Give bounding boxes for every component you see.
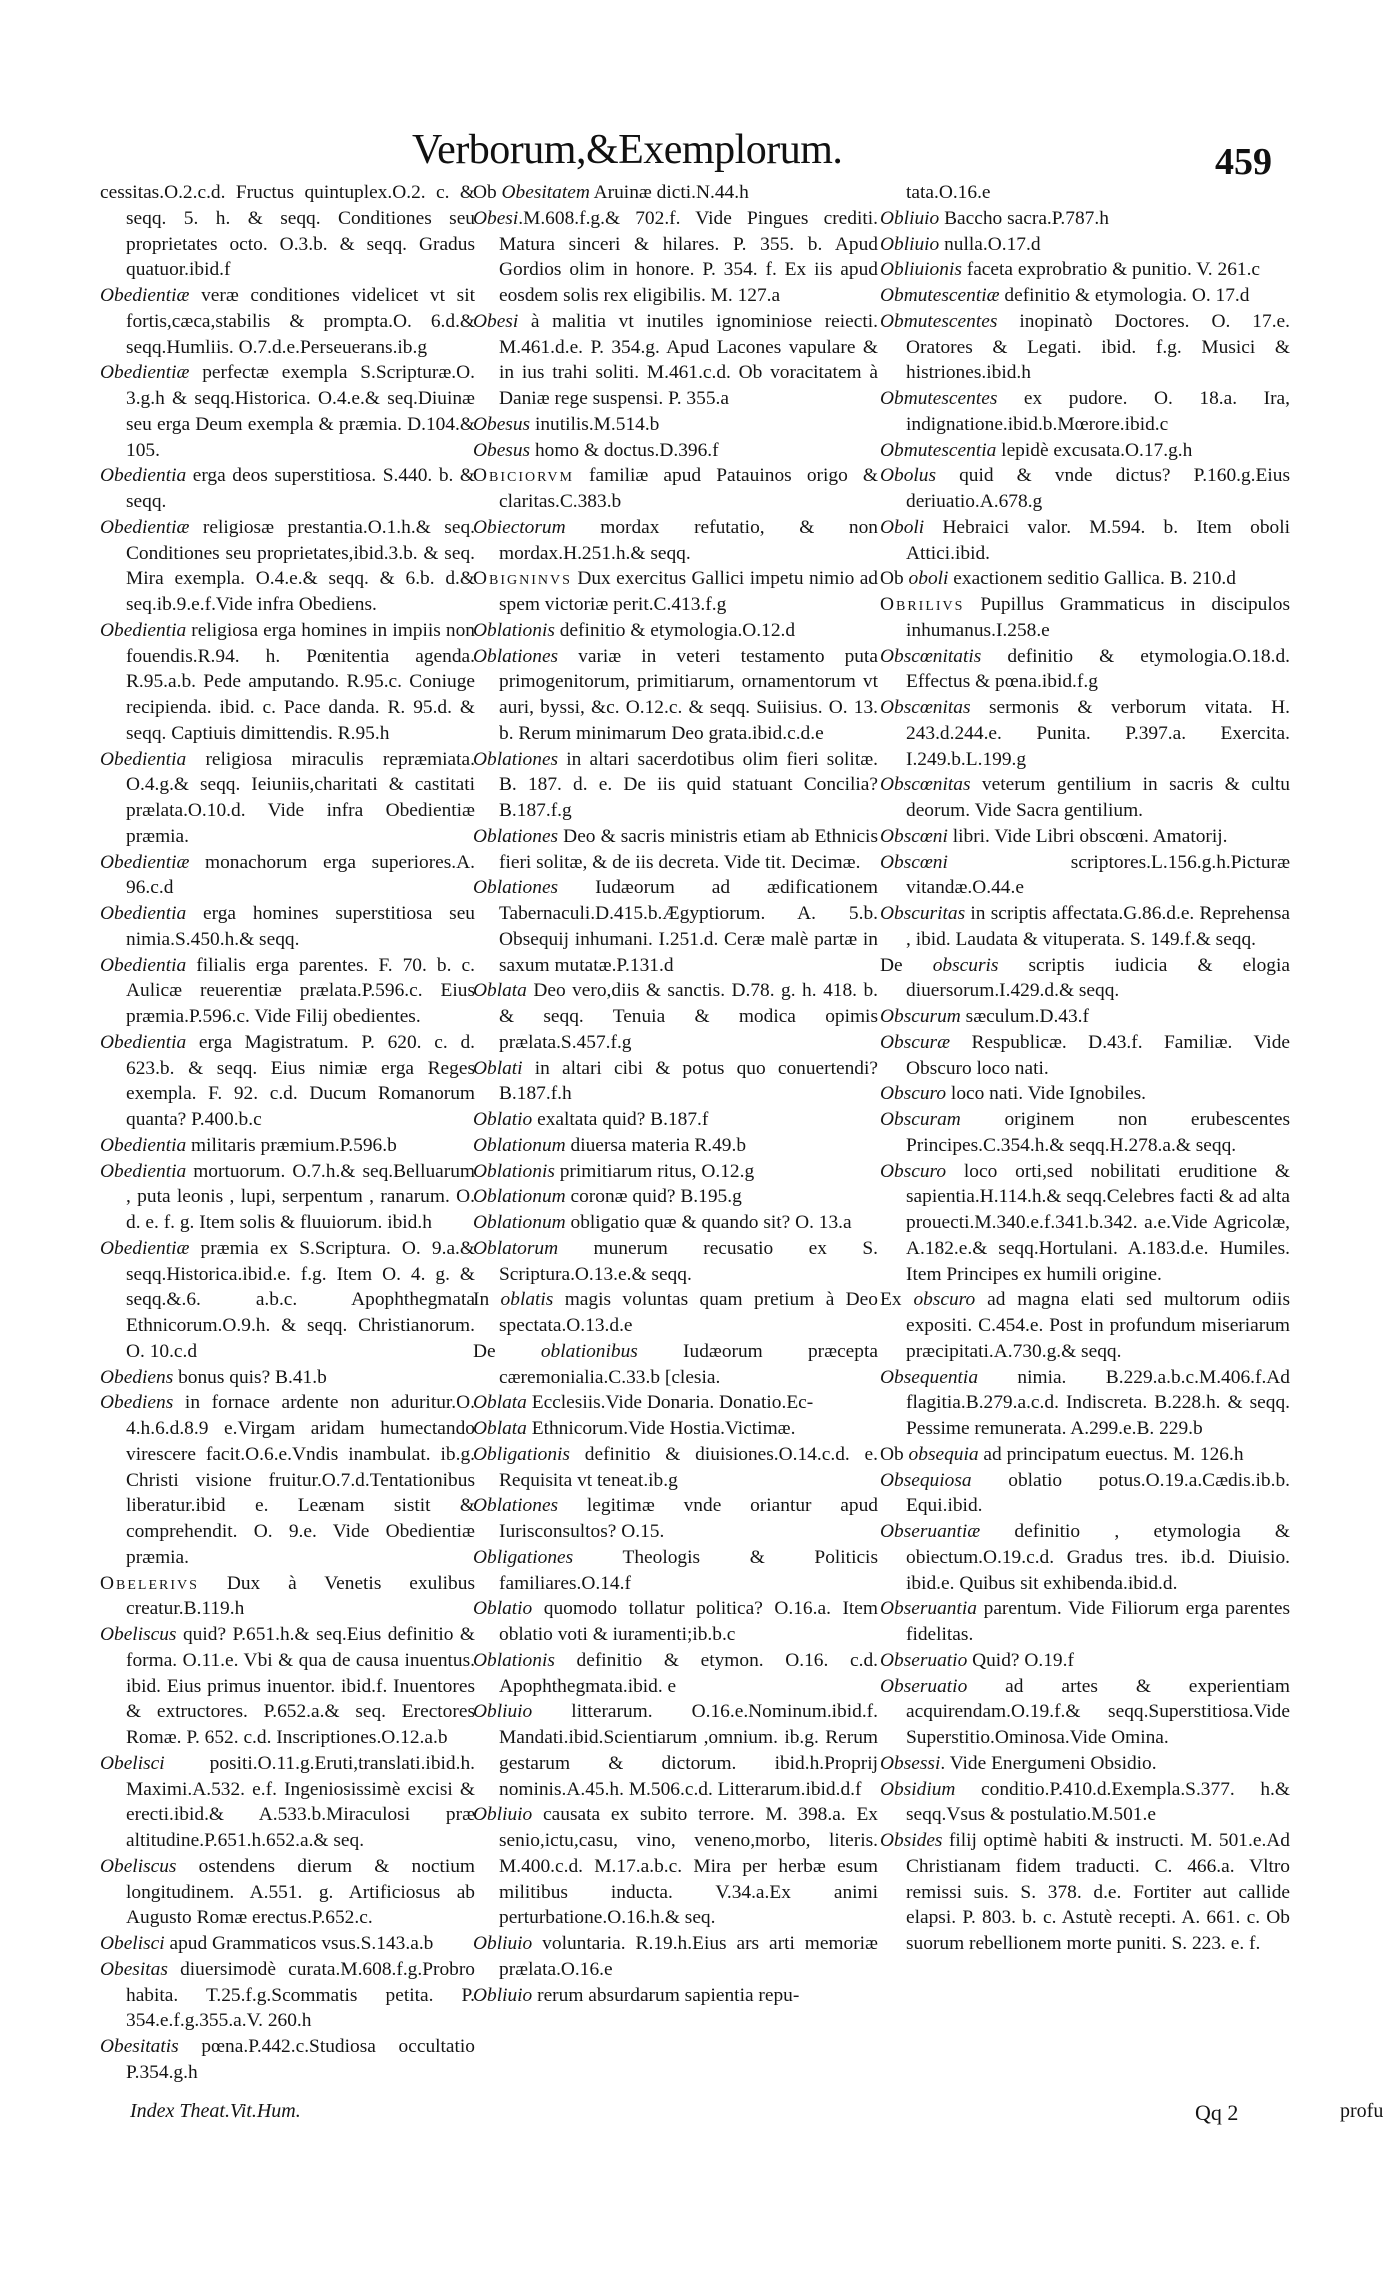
entry-prefix: Ob xyxy=(473,182,502,203)
entry-text: ad principatum euectus. M. 126.h xyxy=(978,1443,1244,1465)
entry-headword: Obscœnitas xyxy=(880,697,971,718)
index-entry xyxy=(473,1133,878,1159)
entry-text: originem non erubescentes Principes.C.354.h.& seqq.H.278.a.& seqq. xyxy=(906,1109,1290,1156)
entry-text: quomodo tollatur politica? O.16.a. Item oblatio voti & iuramenti;ib.b.c xyxy=(499,1598,878,1645)
entry-text: parentum. Vide Filiorum erga parentes fidelitas. xyxy=(906,1598,1290,1645)
entry-headword: Obsessi xyxy=(880,1752,941,1774)
entry-headword: Obliuio xyxy=(473,1701,533,1723)
entry-headword: Obsides xyxy=(880,1830,943,1851)
entry-text: à malitia vt inutiles ignominiose reiecti. M.461.d.e. P. 354.g. Apud Lacones vapulare & in ius trahi soliti. M.461.c.d. Ob voracitatem à Daniæ rege suspensi. P. 355.a xyxy=(499,310,878,409)
entry-text: causata ex subito terrore. M. 398.a. Ex senio,ictu,casu, vino, veneno,morbo, literis. M.400.c.d. M.17.a.b.c. Mira per herbæ esum militibus inducta. V.34.a.Ex animi perturbatione.O.16.h.& seq. xyxy=(499,1804,878,1929)
entry-prefix: Ob xyxy=(880,1443,909,1465)
entry-text: religiosa erga homines in impiis non fouendis.R.94. h. Pœnitentia agenda. R.95.a.b. Pede amputando. R.95.c. Coniuge recipienda. ibid. c. Pace danda. R. 95.d. & seqq. Captiuis dimittendis. R.95.h xyxy=(126,619,475,744)
index-entry xyxy=(880,1777,1290,1829)
entry-headword: Obedientia xyxy=(100,954,187,976)
entry-text: Iudæorum ad ædificationem Tabernaculi.D.415.b.Ægyptiorum. A. 5.b. Obsequij inhumani. I.251.d. Ceræ malè partæ in saxum mutatæ.P.131.d xyxy=(499,877,878,976)
entry-headword: Obsequentia xyxy=(880,1366,979,1388)
index-entry xyxy=(100,1390,475,1570)
entry-headword: Oblati xyxy=(473,1057,523,1079)
index-entry xyxy=(100,1957,475,2034)
entry-text: lepidè excusata.O.17.g.h xyxy=(996,439,1193,461)
index-entry xyxy=(100,618,475,747)
entry-headword: Obedientia xyxy=(100,1160,187,1182)
index-entry xyxy=(880,592,1290,644)
index-entry xyxy=(473,1931,878,1983)
entry-text: nimia. B.229.a.b.c.M.406.f.Ad flagitia.B.279.a.c.d. Indiscreta. B.228.h. & seqq. Pessime remunerata. A.299.e.B. 229.b xyxy=(906,1366,1290,1439)
entry-text: filialis erga parentes. F. 70. b. c. Aulicæ reuerentiæ prælata.P.596.c. Eius præmia.P.596.c. Vide Filij obedientes. xyxy=(126,954,475,1027)
entry-text: loco orti,sed nobilitati eruditione & sapientia.H.114.h.& seqq.Celebres facti & ad alta prouecti.M.340.e.f.341.b.342. a.e.Vide Agricolæ, A.182.e.& seqq.Hortulani. A.183.d.e. Humiles. Item Principes ex humili origine. xyxy=(906,1160,1290,1285)
entry-headword: Obiciorvm xyxy=(473,465,574,487)
entry-headword: Obscœnitatis xyxy=(880,645,982,667)
entry-headword: Obseruantiæ xyxy=(880,1521,981,1542)
entry-text: Baccho sacra.P.787.h xyxy=(939,207,1109,229)
entry-headword: Obedientia xyxy=(100,619,187,641)
entry-headword: Oblatio xyxy=(473,1598,533,1620)
entry-prefix: In xyxy=(473,1289,501,1311)
entry-text: Respublicæ. D.43.f. Familiæ. Vide Obscuro loco nati. xyxy=(906,1031,1290,1079)
entry-headword: Obesus xyxy=(473,413,531,435)
entry-text: monachorum erga superiores.A. 96.c.d xyxy=(126,851,475,899)
index-entry xyxy=(473,1983,878,2009)
entry-text: sermonis & verborum vitata. H. 243.d.244.e. Punita. P.397.a. Exercita. I.249.b.L.199.g xyxy=(906,697,1290,770)
entry-headword: Oblata xyxy=(473,1392,527,1414)
entry-text: coronæ quid? B.195.g xyxy=(565,1186,742,1208)
entry-headword: obscuro xyxy=(913,1289,976,1311)
index-entry xyxy=(473,463,878,515)
index-entry xyxy=(880,438,1290,464)
entry-headword: Obscuro xyxy=(880,1160,947,1182)
entry-headword: Obelisci xyxy=(100,1752,165,1774)
index-entry xyxy=(473,438,878,464)
index-entry xyxy=(880,257,1290,283)
entry-text: perfectæ exempla S.Scripturæ.O. 3.g.h & seqq.Historica. O.4.e.& seq.Diuinæ seu erga Deum exempla & præmia. D.104.& 105. xyxy=(126,362,475,461)
entry-headword: Obeliscus xyxy=(100,1855,177,1877)
index-entry xyxy=(473,1699,878,1802)
entry-text: loco nati. Vide Ignobiles. xyxy=(946,1083,1146,1105)
entry-headword: Obesi xyxy=(473,310,519,332)
index-entry xyxy=(473,1802,878,1931)
index-entry xyxy=(880,232,1290,258)
index-entry xyxy=(473,1545,878,1597)
index-entry xyxy=(880,180,1290,206)
index-entry xyxy=(100,1751,475,1854)
entry-text: voluntaria. R.19.h.Eius ars arti memoriæ prælata.O.16.e xyxy=(499,1933,878,1980)
entry-text: ostendens dierum & noctium longitudinem. A.551. g. Artificiosus ab Augusto Romæ erectus.P.652.c. xyxy=(126,1855,475,1929)
index-entry xyxy=(473,309,878,412)
entry-headword: Obscuro xyxy=(880,1083,947,1105)
entry-text: nulla.O.17.d xyxy=(939,233,1041,255)
entry-headword: Obliuio xyxy=(473,1804,533,1826)
entry-text: Dux à Venetis exulibus creatur.B.119.h xyxy=(126,1572,475,1620)
entry-text: diuersa materia R.49.b xyxy=(565,1134,747,1156)
index-entry xyxy=(100,1854,475,1931)
entry-text: obligatio quæ & quando sit? O. 13.a xyxy=(565,1212,852,1233)
index-entry xyxy=(880,206,1290,232)
entry-text: inopinatò Doctores. O. 17.e. Oratores & Legati. ibid. f.g. Musici & histriones.ibid.h xyxy=(906,310,1290,384)
entry-headword: Obedientia xyxy=(100,1031,187,1053)
index-entry xyxy=(100,1236,475,1365)
entry-text: inutilis.M.514.b xyxy=(530,413,660,435)
index-entry xyxy=(880,566,1290,592)
page-number: 459 xyxy=(1215,141,1272,183)
entry-text: Deo & sacris ministris etiam ab Ethnicis fieri solitæ, & de iis decreta. Vide tit. Decimæ. xyxy=(499,825,878,873)
entry-text: .M.608.f.g.& 702.f. Vide Pingues crediti. Matura sinceri & hilares. P. 355. b. Apud Gordios olim in honore. P. 354. f. Ex iis apud eosdem solis rex eligibilis. M. 127.a xyxy=(499,207,878,306)
index-column-middle xyxy=(473,180,878,2008)
index-entry xyxy=(473,1159,878,1185)
entry-text: magis voluntas quam pretium à Deo spectata.O.13.d.e xyxy=(499,1289,878,1336)
index-entry xyxy=(880,1004,1290,1030)
entry-headword: Obliuio xyxy=(473,1933,533,1954)
entry-text: in altari cibi & potus quo conuertendi? B.187.f.h xyxy=(499,1057,878,1105)
index-entry xyxy=(100,1159,475,1236)
index-entry xyxy=(100,1931,475,1957)
entry-headword: Obedientiæ xyxy=(100,1237,190,1259)
entry-headword: Obliuio xyxy=(880,207,940,229)
index-entry xyxy=(473,1390,878,1416)
index-entry xyxy=(880,901,1290,953)
index-entry xyxy=(473,618,878,644)
entry-headword: Obesus xyxy=(473,439,531,461)
entry-text: sæculum.D.43.f xyxy=(960,1006,1089,1027)
entry-headword: Oblationum xyxy=(473,1212,566,1233)
index-entry xyxy=(100,1133,475,1159)
entry-headword: Obligationis xyxy=(473,1443,570,1465)
entry-text: erga Magistratum. P. 620. c. d. 623.b. & seqq. Eius nimiæ erga Reges exempla. F. 92. c.d. Ducum Romanorum quanta? P.400.b.c xyxy=(126,1031,475,1130)
entry-headword: Obesitas xyxy=(100,1958,168,1980)
entry-headword: obsequia xyxy=(908,1443,979,1465)
entry-headword: Oblationum xyxy=(473,1186,566,1208)
entry-headword: Obedientiæ xyxy=(100,362,190,384)
entry-prefix: De xyxy=(473,1340,541,1362)
entry-headword: Obolus xyxy=(880,465,937,487)
entry-text: Quid? O.19.f xyxy=(967,1649,1074,1671)
entry-headword: Oblationum xyxy=(473,1134,566,1156)
entry-headword: Obedientiæ xyxy=(100,285,190,306)
entry-text: veterum gentilium in sacris & cultu deorum. Vide Sacra gentilium. xyxy=(906,774,1290,821)
entry-headword: oboli xyxy=(908,568,949,590)
entry-text: diuersimodè curata.M.608.f.g.Probro habita. T.25.f.g.Scommatis petita. P. 354.e.f.g.355.a.V. 260.h xyxy=(126,1958,475,2032)
entry-headword: Oblatio xyxy=(473,1109,533,1130)
index-entry xyxy=(880,386,1290,438)
entry-text: Aruinæ dicti.N.44.h xyxy=(589,182,749,203)
index-entry xyxy=(473,206,878,309)
index-entry xyxy=(880,1751,1290,1777)
index-entry xyxy=(880,1030,1290,1082)
index-entry xyxy=(880,850,1290,902)
entry-headword: oblationibus xyxy=(540,1340,638,1362)
index-entry xyxy=(880,824,1290,850)
index-entry xyxy=(473,1339,878,1391)
entry-text: filij optimè habiti & instructi. M. 501.e.Ad Christianam fidem traducti. C. 466.a. Vltro remissi suis. S. 378. d.e. Fortiter aut callide elapsi. P. 803. b. c. Astutè recepti. A. 661. c. Ob suorum rebellionem morte puniti. S. 223. e. f. xyxy=(906,1830,1290,1954)
index-entry xyxy=(100,1571,475,1623)
index-entry xyxy=(880,515,1290,567)
entry-headword: Obedientiæ xyxy=(100,516,190,538)
entry-headword: Oblata xyxy=(473,1418,527,1439)
entry-text: tata.O.16.e xyxy=(906,182,991,203)
entry-text: apud Grammaticos vsus.S.143.a.b xyxy=(164,1933,434,1954)
index-entry xyxy=(473,566,878,618)
entry-text: definitio & etymologia.O.12.d xyxy=(554,619,796,641)
entry-text: erga deos superstitiosa. S.440. b. & seqq. xyxy=(126,465,475,512)
entry-text: mortuorum. O.7.h.& seq.Belluarum , puta leonis , lupi, serpentum , ranarum. O. d. e. f. g. Item solis & fluuiorum. ibid.h xyxy=(126,1160,475,1233)
entry-text: in scriptis affectata.G.86.d.e. Reprehensa , ibid. Laudata & vituperata. S. 149.f.& seqq. xyxy=(906,903,1290,950)
entry-text: . Vide Energumeni Obsidio. xyxy=(940,1752,1157,1774)
entry-headword: Obedientia xyxy=(100,903,187,924)
entry-headword: Obmutescentiæ xyxy=(880,285,1000,306)
entry-headword: oblatis xyxy=(500,1289,554,1311)
index-entry xyxy=(473,1210,878,1236)
entry-text: pœna.P.442.c.Studiosa occultatio P.354.g.h xyxy=(126,2036,475,2083)
entry-text: munerum recusatio ex S. Scriptura.O.13.e.& seqq. xyxy=(499,1237,878,1285)
entry-headword: Obedientia xyxy=(100,748,187,770)
index-entry xyxy=(880,1674,1290,1751)
index-entry xyxy=(473,1287,878,1339)
entry-headword: Obscœnitas xyxy=(880,774,971,796)
entry-text: familiæ apud Patauinos origo & claritas.C.383.b xyxy=(499,465,878,512)
entry-text: legitimæ vnde oriantur apud Iurisconsultos? O.15. xyxy=(499,1495,878,1542)
index-entry xyxy=(880,309,1290,386)
entry-text: oblatio potus.O.19.a.Cædis.ib.b. Equi.ibid. xyxy=(906,1469,1290,1517)
entry-headword: Obscuritas xyxy=(880,903,966,924)
entry-text: rerum absurdarum sapientia repu- xyxy=(532,1984,800,2006)
entry-headword: Obeliscus xyxy=(100,1624,177,1645)
index-entry xyxy=(100,283,475,360)
index-entry xyxy=(473,412,878,438)
entry-text: in altari sacerdotibus olim fieri solitæ. B. 187. d. e. De iis quid statuant Concilia? B.187.f.g xyxy=(499,748,878,821)
index-entry xyxy=(100,2034,475,2086)
index-entry xyxy=(473,180,878,206)
entry-text: erga homines superstitiosa seu nimia.S.450.h.& seqq. xyxy=(126,903,475,950)
entry-text: Deo vero,diis & sanctis. D.78. g. h. 418. b. & seqq. Tenuia & modica opimis prælata.S.457.f.g xyxy=(499,980,878,1053)
entry-headword: Oblationis xyxy=(473,619,555,641)
entry-text: religiosæ prestantia.O.1.h.& seq. Conditiones seu proprietates,ibid.3.b. & seq. Mira exempla. O.4.e.& seqq. & 6.b. d.& seq.ib.9.e.f.Vide infra Obediens. xyxy=(126,516,475,615)
entry-headword: Obediens xyxy=(100,1392,174,1414)
entry-headword: Obseruantia xyxy=(880,1598,977,1620)
entry-headword: Obigninvs xyxy=(473,568,572,590)
entry-headword: obscuris xyxy=(932,954,999,976)
entry-text: exactionem seditio Gallica. B. 210.d xyxy=(948,568,1236,590)
entry-headword: Obesitatis xyxy=(100,2036,179,2057)
catchword: profu xyxy=(1340,2100,1384,2122)
index-entry xyxy=(100,953,475,1030)
index-entry xyxy=(880,953,1290,1005)
index-entry xyxy=(880,1365,1290,1442)
entry-text: veræ conditiones videlicet vt sit fortis,cæca,stabilis & prompta.O. 6.d.& seqq.Humliis. O.7.d.e.Perseuerans.ib.g xyxy=(126,285,475,358)
index-entry xyxy=(880,1596,1290,1648)
entry-text: militaris præmium.P.596.b xyxy=(186,1134,397,1156)
entry-headword: Oblata xyxy=(473,980,527,1002)
entry-text: exaltata quid? B.187.f xyxy=(532,1109,709,1130)
entry-headword: Obelerivs xyxy=(100,1572,199,1594)
index-entry xyxy=(473,1184,878,1210)
entry-text: homo & doctus.D.396.f xyxy=(530,439,719,461)
entry-text: in fornace ardente non aduritur.O. 4.h.6.d.8.9 e.Virgam aridam humectando virescere facit.O.6.e.Vndis inambulat. ib.g. Christi visione fruitur.O.7.d.Tentationibus liberatur.ibid e. Leænam sistit & comprehendit. O. 9.e. Vide Obedientiæ præmia. xyxy=(126,1392,475,1568)
entry-headword: Oblationes xyxy=(473,645,559,667)
entry-text: primitiarum ritus, O.12.g xyxy=(554,1160,755,1182)
entry-text: quid & vnde dictus? P.160.g.Eius deriuatio.A.678.g xyxy=(906,465,1290,512)
entry-text: Pupillus Grammaticus in discipulos inhumanus.I.258.e xyxy=(906,594,1290,641)
index-entry xyxy=(473,1596,878,1648)
index-entry xyxy=(473,1648,878,1700)
entry-prefix: Ex xyxy=(880,1289,914,1311)
footer-title: Index Theat.Vit.Hum. xyxy=(130,2100,301,2122)
entry-text: litterarum. O.16.e.Nominum.ibid.f. Mandati.ibid.Scientiarum ,omnium. ib.g. Rerum gestarum & dictorum. ibid.h.Proprij nominis.A.45.h. M.506.c.d. Litterarum.ibid.d.f xyxy=(499,1701,878,1800)
entry-headword: Obliuio xyxy=(880,233,940,255)
index-entry xyxy=(473,1107,878,1133)
index-entry xyxy=(100,1622,475,1751)
entry-headword: Oblationes xyxy=(473,1495,559,1517)
signature-mark: Qq 2 xyxy=(1195,2100,1239,2125)
index-entry xyxy=(473,1493,878,1545)
index-entry xyxy=(880,1081,1290,1107)
entry-text: scriptis iudicia & elogia diuersorum.I.429.d.& seqq. xyxy=(906,954,1290,1002)
entry-text: Ethnicorum.Vide Hostia.Victimæ. xyxy=(526,1418,796,1439)
entry-headword: Oblationes xyxy=(473,825,559,847)
index-entry xyxy=(100,1365,475,1391)
entry-headword: Obiectorum xyxy=(473,516,566,538)
index-entry xyxy=(473,1056,878,1108)
entry-headword: Obmutescentes xyxy=(880,310,998,332)
index-entry xyxy=(473,1236,878,1288)
entry-text: definitio & etymon. O.16. c.d. Apophthegmata.ibid. e xyxy=(499,1649,878,1697)
entry-headword: Obscœni xyxy=(880,851,948,873)
index-entry xyxy=(880,1287,1290,1364)
index-entry xyxy=(880,1468,1290,1520)
entry-text: ad magna elati sed multorum odiis expositi. C.454.e. Post in profundum miseriarum præcipitati.A.730.g.& seqq. xyxy=(906,1289,1290,1362)
entry-headword: Obelisci xyxy=(100,1933,165,1954)
index-entry xyxy=(880,1107,1290,1159)
entry-headword: Obediens xyxy=(100,1366,174,1388)
entry-text: definitio & etymologia. O. 17.d xyxy=(999,285,1250,306)
index-entry xyxy=(880,695,1290,772)
entry-headword: Obscuræ xyxy=(880,1031,951,1053)
entry-headword: Obedientiæ xyxy=(100,851,190,873)
entry-headword: Obedientia xyxy=(100,465,187,487)
entry-text: bonus quis? B.41.b xyxy=(173,1366,327,1388)
index-column-left xyxy=(100,180,475,2086)
index-entry xyxy=(473,1416,878,1442)
entry-headword: Obscœni xyxy=(880,825,948,847)
index-entry xyxy=(473,824,878,876)
entry-headword: Obmutescentes xyxy=(880,388,998,409)
index-entry xyxy=(473,515,878,567)
entry-text: Hebraici valor. M.594. b. Item oboli Attici.ibid. xyxy=(906,516,1290,564)
entry-headword: Obseruatio xyxy=(880,1649,968,1671)
entry-text: faceta exprobratio & punitio. V. 261.c xyxy=(961,259,1261,281)
entry-headword: Obligationes xyxy=(473,1546,574,1568)
entry-headword: Obseruatio xyxy=(880,1675,968,1697)
index-entry xyxy=(100,1030,475,1133)
entry-text: conditio.P.410.d.Exempla.S.377. h.& seqq.Vsus & postulatio.M.501.e xyxy=(906,1778,1290,1826)
entry-text: Theologis & Politicis familiares.O.14.f xyxy=(499,1546,878,1594)
index-entry xyxy=(880,463,1290,515)
entry-headword: Obsequiosa xyxy=(880,1469,972,1491)
entry-headword: Obliuionis xyxy=(880,259,962,281)
entry-headword: Oblationes xyxy=(473,877,559,899)
entry-headword: Oblatorum xyxy=(473,1237,559,1259)
entry-headword: Obesi xyxy=(473,207,519,229)
entry-headword: Obmutescentia xyxy=(880,439,997,461)
index-entry xyxy=(100,747,475,850)
entry-text: præmia ex S.Scriptura. O. 9.a.& seqq.Historica.ibid.e. f.g. Item O. 4. g. & seqq.&.6. a.b.c. Apophthegmata Ethnicorum.O.9.h. & seqq. Christianorum. O. 10.c.d xyxy=(126,1237,475,1362)
entry-text: definitio & etymologia.O.18.d. Effectus & pœna.ibid.f.g xyxy=(906,645,1290,693)
index-entry xyxy=(880,1648,1290,1674)
index-entry xyxy=(473,978,878,1055)
index-column-right xyxy=(880,180,1290,1957)
index-entry xyxy=(100,515,475,618)
entry-text: ad artes & experientiam acquirendam.O.19.f.& seqq.Superstitiosa.Vide Superstitio.Ominosa.Vide Omina. xyxy=(906,1675,1290,1748)
entry-text: Dux exercitus Gallici impetu nimio ad spem victoriæ perit.C.413.f.g xyxy=(499,568,878,615)
index-entry xyxy=(880,644,1290,696)
entry-text: Ecclesiis.Vide Donaria. Donatio.Ec- xyxy=(526,1392,814,1414)
entry-headword: Obesitatem xyxy=(501,182,590,203)
index-entry xyxy=(880,1159,1290,1288)
entry-text: cessitas.O.2.c.d. Fructus quintuplex.O.2. c. & seqq. 5. h. & seqq. Conditiones seu proprietates octo. O.3.b. & seqq. Gradus quatuor.ibid.f xyxy=(100,182,475,281)
entry-headword: Obscuram xyxy=(880,1109,961,1130)
index-entry xyxy=(100,901,475,953)
entry-headword: Oboli xyxy=(880,516,925,538)
index-entry xyxy=(100,850,475,902)
index-entry xyxy=(880,1442,1290,1468)
index-entry xyxy=(473,747,878,824)
index-entry xyxy=(880,772,1290,824)
running-header: Verborum,&Exemplorum. xyxy=(412,127,843,173)
index-entry xyxy=(100,180,475,283)
entry-text: quid? P.651.h.& seq.Eius definitio & forma. O.11.e. Vbi & qua de causa inuentus. ibid. Eius primus inuentor. ibid.f. Inuentores & extructores. P.652.a.& seq. Erectores Romæ. P. 652. c.d. Inscriptiones.O.12.a.b xyxy=(126,1624,475,1748)
index-entry xyxy=(880,1519,1290,1596)
index-entry xyxy=(473,1442,878,1494)
entry-text: religiosa miraculis repræmiata. O.4.g.& seqq. Ieiuniis,charitati & castitati prælata.O.10.d. Vide infra Obedientiæ præmia. xyxy=(126,748,475,847)
index-entry xyxy=(880,283,1290,309)
entry-text: variæ in veteri testamento puta primogenitorum, primitiarum, ornamentorum vt auri, byssi, &c. O.12.c. & seqq. Suiisius. O. 13. b. Rerum minimarum Deo grata.ibid.c.d.e xyxy=(499,645,878,744)
index-entry xyxy=(473,875,878,978)
entry-headword: Oblationis xyxy=(473,1649,555,1671)
index-entry xyxy=(100,360,475,463)
entry-headword: Obedientia xyxy=(100,1134,187,1156)
entry-headword: Obliuio xyxy=(473,1984,533,2006)
index-entry xyxy=(100,463,475,515)
entry-headword: Obrilivs xyxy=(880,594,965,615)
entry-text: Iudæorum præcepta cæremonialia.C.33.b [clesia. xyxy=(499,1340,878,1388)
entry-text: positi.O.11.g.Eruti,translati.ibid.h. Maximi.A.532. e.f. Ingeniosissimè excisi & erecti.ibid.& A.533.b.Miraculosi præ altitudine.P.651.h.652.a.& seq. xyxy=(126,1752,475,1851)
entry-headword: Oblationis xyxy=(473,1160,555,1182)
entry-prefix: Ob xyxy=(880,568,909,590)
entry-prefix: De xyxy=(880,954,933,976)
entry-headword: Oblationes xyxy=(473,748,559,770)
entry-text: libri. Vide Libri obscœni. Amatorij. xyxy=(947,825,1228,847)
entry-text: definitio & diuisiones.O.14.c.d. e. Requisita vt teneat.ib.g xyxy=(499,1443,878,1491)
index-entry xyxy=(880,1828,1290,1957)
entry-text: definitio , etymologia & obiectum.O.19.c.d. Gradus tres. ib.d. Diuisio. ibid.e. Quibus sit exhibenda.ibid.d. xyxy=(906,1521,1290,1594)
entry-text: ex pudore. O. 18.a. Ira, indignatione.ibid.b.Mœrore.ibid.c xyxy=(906,388,1290,435)
index-entry xyxy=(473,644,878,747)
entry-text: mordax refutatio, & non mordax.H.251.h.& seqq. xyxy=(499,516,878,564)
entry-text: scriptores.L.156.g.h.Picturæ vitandæ.O.44.e xyxy=(906,851,1290,899)
entry-headword: Obsidium xyxy=(880,1778,956,1800)
entry-headword: Obscurum xyxy=(880,1006,961,1027)
